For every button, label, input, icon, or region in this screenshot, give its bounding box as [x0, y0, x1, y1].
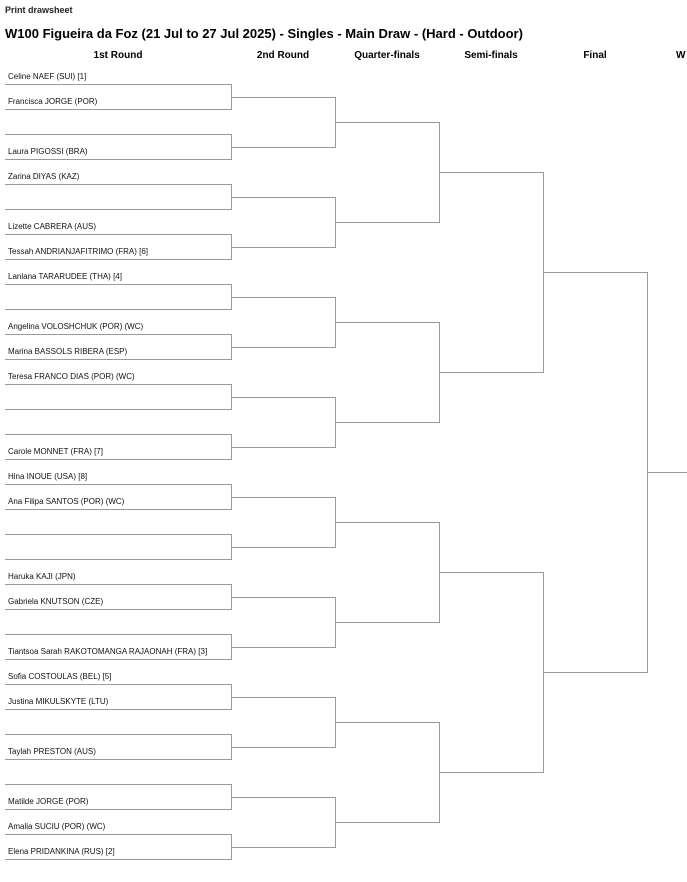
round-3-slot-line	[335, 322, 439, 323]
round-2-slot-line	[231, 197, 335, 198]
player-name: Zarina DIYAS (KAZ)	[8, 172, 80, 181]
r1-slot-line	[5, 509, 231, 510]
player-name: Gabriela KNUTSON (CZE)	[8, 597, 104, 606]
player-name: Haruka KAJI (JPN)	[8, 572, 76, 581]
player-name: Hina INOUE (USA) [8]	[8, 472, 88, 481]
round-2-slot-line	[231, 297, 335, 298]
r1-slot-line	[5, 109, 231, 110]
round-3-slot-line	[335, 222, 439, 223]
player-name: Laura PIGOSSI (BRA)	[8, 147, 88, 156]
round-2-slot-line	[231, 647, 335, 648]
round-2-slot-line	[231, 447, 335, 448]
round-2-slot-line	[231, 397, 335, 398]
r1-slot-line	[5, 809, 231, 810]
round-2-slot-line	[231, 597, 335, 598]
player-name: Elena PRIDANKINA (RUS) [2]	[8, 847, 115, 856]
round-3-slot-line	[335, 522, 439, 523]
round-3-slot-line	[335, 722, 439, 723]
r1-slot-line	[5, 484, 231, 485]
round-2-slot-line	[231, 497, 335, 498]
round-header-1st-round: 1st Round	[93, 50, 143, 61]
r1-slot-line	[5, 409, 231, 410]
player-name: Celine NAEF (SUI) [1]	[8, 72, 87, 81]
r1-slot-line	[5, 159, 231, 160]
player-name: Marina BASSOLS RIBERA (ESP)	[8, 347, 128, 356]
r1-slot-line	[5, 184, 231, 185]
r1-slot-line	[5, 834, 231, 835]
round-4-slot-line	[439, 572, 543, 573]
round-2-slot-line	[231, 247, 335, 248]
r1-slot-line	[5, 684, 231, 685]
round-2-slot-line	[231, 847, 335, 848]
r1-slot-line	[5, 284, 231, 285]
player-name: Lizette CABRERA (AUS)	[8, 222, 97, 231]
round-3-slot-line	[335, 122, 439, 123]
round-4-slot-line	[439, 372, 543, 373]
r1-slot-line	[5, 659, 231, 660]
r1-slot-line	[5, 634, 231, 635]
player-name: Francisca JORGE (POR)	[8, 97, 98, 106]
player-name: Taylah PRESTON (AUS)	[8, 747, 96, 756]
player-name: Teresa FRANCO DIAS (POR) (WC)	[8, 372, 135, 381]
player-name: Tiantsoa Sarah RAKOTOMANGA RAJAONAH (FRA) [3]	[8, 647, 208, 656]
r1-slot-line	[5, 734, 231, 735]
r1-slot-line	[5, 534, 231, 535]
round-4-slot-line	[439, 172, 543, 173]
round-2-slot-line	[231, 547, 335, 548]
round-3-slot-line	[335, 422, 439, 423]
r1-slot-line	[5, 559, 231, 560]
round-3-slot-line	[335, 622, 439, 623]
r1-slot-line	[5, 334, 231, 335]
player-name: Amalia SUCIU (POR) (WC)	[8, 822, 106, 831]
r1-slot-line	[5, 434, 231, 435]
r1-slot-line	[5, 759, 231, 760]
round-2-slot-line	[231, 697, 335, 698]
round-2-slot-line	[231, 797, 335, 798]
print-drawsheet-link[interactable]: Print drawsheet	[5, 5, 73, 15]
player-name: Tessah ANDRIANJAFITRIMO (FRA) [6]	[8, 247, 149, 256]
r1-slot-line	[5, 209, 231, 210]
round-5-slot-line	[543, 272, 647, 273]
round-2-slot-line	[231, 97, 335, 98]
r1-slot-line	[5, 309, 231, 310]
round-5-slot-line	[543, 672, 647, 673]
r1-slot-line	[5, 134, 231, 135]
round-header-semi-finals: Semi-finals	[464, 50, 518, 61]
player-name: Matilde JORGE (POR)	[8, 797, 89, 806]
round-2-slot-line	[231, 347, 335, 348]
r1-slot-line	[5, 709, 231, 710]
round-header-quarter-finals: Quarter-finals	[354, 50, 420, 61]
r1-slot-line	[5, 359, 231, 360]
r1-slot-line	[5, 234, 231, 235]
round-header-2nd-round: 2nd Round	[256, 50, 310, 61]
player-name: Carole MONNET (FRA) [7]	[8, 447, 103, 456]
round-2-slot-line	[231, 747, 335, 748]
winner-slot-line	[647, 472, 687, 473]
player-name: Angelina VOLOSHCHUK (POR) (WC)	[8, 322, 144, 331]
player-name: Lanlana TARARUDEE (THA) [4]	[8, 272, 122, 281]
r1-slot-line	[5, 259, 231, 260]
round-header-winner: W	[676, 50, 686, 61]
round-3-slot-line	[335, 822, 439, 823]
r1-slot-line	[5, 384, 231, 385]
page-title: W100 Figueira da Foz (21 Jul to 27 Jul 2025) - Singles - Main Draw - (Hard - Outdoor)	[5, 26, 523, 41]
round-2-slot-line	[231, 147, 335, 148]
r1-slot-line	[5, 459, 231, 460]
r1-slot-line	[5, 784, 231, 785]
round-header-final: Final	[583, 50, 607, 61]
r1-slot-line	[5, 859, 231, 860]
player-name: Justina MIKULSKYTE (LTU)	[8, 697, 109, 706]
r1-slot-line	[5, 84, 231, 85]
r1-slot-line	[5, 609, 231, 610]
r1-slot-line	[5, 584, 231, 585]
player-name: Sofia COSTOULAS (BEL) [5]	[8, 672, 112, 681]
round-4-slot-line	[439, 772, 543, 773]
player-name: Ana Filipa SANTOS (POR) (WC)	[8, 497, 125, 506]
